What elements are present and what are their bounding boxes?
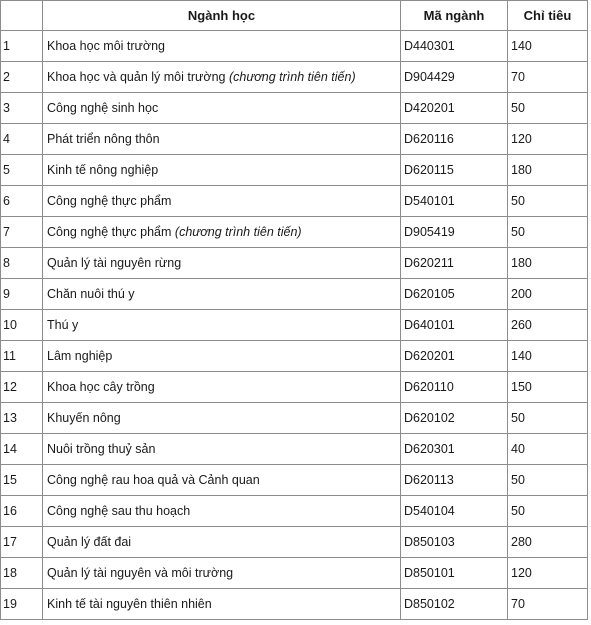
major-name-cell	[43, 124, 401, 155]
major-code: D850101	[401, 558, 508, 589]
row-number: 7	[1, 217, 43, 248]
major-code: D620110	[401, 372, 508, 403]
major-name-cell	[43, 217, 401, 248]
enrollment-quota: 200	[508, 279, 588, 310]
table-body	[1, 31, 588, 620]
row-number: 19	[1, 589, 43, 620]
row-number: 2	[1, 62, 43, 93]
row-number: 10	[1, 310, 43, 341]
major-name: Công nghệ thực phẩm	[47, 194, 172, 208]
enrollment-quota: 50	[508, 403, 588, 434]
row-number: 17	[1, 527, 43, 558]
table-row	[1, 465, 588, 496]
table-row	[1, 403, 588, 434]
program-note: (chương trình tiên tiến)	[174, 225, 302, 239]
major-code: D540101	[401, 186, 508, 217]
major-code: D904429	[401, 62, 508, 93]
header-row	[1, 1, 588, 31]
table-row	[1, 496, 588, 527]
major-name-cell	[43, 558, 401, 589]
row-number: 12	[1, 372, 43, 403]
table-row	[1, 527, 588, 558]
major-code: D440301	[401, 31, 508, 62]
row-number: 4	[1, 124, 43, 155]
major-name-cell	[43, 310, 401, 341]
row-number: 16	[1, 496, 43, 527]
major-name: Công nghệ sinh học	[47, 101, 159, 115]
major-name-cell	[43, 403, 401, 434]
major-code: D620201	[401, 341, 508, 372]
enrollment-quota: 120	[508, 558, 588, 589]
enrollment-quota: 280	[508, 527, 588, 558]
major-name-cell	[43, 93, 401, 124]
enrollment-quota: 120	[508, 124, 588, 155]
major-name: Lâm nghiệp	[47, 349, 113, 363]
major-code: D850103	[401, 527, 508, 558]
table-row	[1, 93, 588, 124]
row-number: 13	[1, 403, 43, 434]
row-number: 15	[1, 465, 43, 496]
enrollment-quota: 140	[508, 341, 588, 372]
table-row	[1, 31, 588, 62]
table-row	[1, 434, 588, 465]
major-name-cell	[43, 372, 401, 403]
row-number: 14	[1, 434, 43, 465]
header-code: Mã ngành	[401, 1, 508, 31]
row-number: 1	[1, 31, 43, 62]
table-row	[1, 310, 588, 341]
row-number: 11	[1, 341, 43, 372]
enrollment-quota: 50	[508, 465, 588, 496]
enrollment-quota: 50	[508, 186, 588, 217]
table-row	[1, 62, 588, 93]
major-code: D640101	[401, 310, 508, 341]
header-quota: Chỉ tiêu	[508, 1, 588, 31]
table-row	[1, 341, 588, 372]
major-code: D620105	[401, 279, 508, 310]
enrollment-quota: 40	[508, 434, 588, 465]
major-name: Công nghệ rau hoa quả và Cảnh quan	[47, 473, 260, 487]
row-number: 3	[1, 93, 43, 124]
major-name-cell	[43, 31, 401, 62]
major-code: D850102	[401, 589, 508, 620]
major-name-cell	[43, 465, 401, 496]
major-name: Khoa học môi trường	[47, 39, 166, 53]
enrollment-quota: 70	[508, 62, 588, 93]
major-name: Quản lý tài nguyên rừng	[47, 256, 182, 270]
major-code: D620116	[401, 124, 508, 155]
major-name-cell	[43, 186, 401, 217]
major-name: Kinh tế tài nguyên thiên nhiên	[47, 597, 212, 611]
row-number: 9	[1, 279, 43, 310]
table-row	[1, 124, 588, 155]
major-code: D620113	[401, 465, 508, 496]
major-name: Công nghệ sau thu hoạch	[47, 504, 191, 518]
table-row	[1, 558, 588, 589]
enrollment-quota: 180	[508, 248, 588, 279]
major-name-cell	[43, 248, 401, 279]
major-name: Khoa học cây trồng	[47, 380, 155, 394]
major-name: Nuôi trồng thuỷ sản	[47, 442, 156, 456]
major-name: Chăn nuôi thú y	[47, 287, 135, 301]
major-name-cell	[43, 155, 401, 186]
major-code: D540104	[401, 496, 508, 527]
header-index	[1, 1, 43, 31]
major-name-cell	[43, 279, 401, 310]
major-name: Thú y	[47, 318, 79, 332]
major-code: D420201	[401, 93, 508, 124]
major-name-cell	[43, 341, 401, 372]
enrollment-quota: 260	[508, 310, 588, 341]
enrollment-quota: 50	[508, 496, 588, 527]
enrollment-quota: 70	[508, 589, 588, 620]
major-name: Quản lý tài nguyên và môi trường	[47, 566, 234, 580]
enrollment-quota: 50	[508, 93, 588, 124]
row-number: 6	[1, 186, 43, 217]
table-row	[1, 372, 588, 403]
major-name: Quản lý đất đai	[47, 535, 132, 549]
table-row	[1, 279, 588, 310]
major-name-cell	[43, 589, 401, 620]
enrollment-quota: 140	[508, 31, 588, 62]
row-number: 5	[1, 155, 43, 186]
major-code: D620102	[401, 403, 508, 434]
major-name-cell	[43, 527, 401, 558]
enrollment-quota: 150	[508, 372, 588, 403]
program-note: (chương trình tiên tiến)	[228, 70, 356, 84]
header-major: Ngành học	[43, 1, 401, 31]
major-code: D620115	[401, 155, 508, 186]
major-name: Khuyến nông	[47, 411, 121, 425]
major-code: D620301	[401, 434, 508, 465]
table-row	[1, 155, 588, 186]
major-code: D620211	[401, 248, 508, 279]
row-number: 8	[1, 248, 43, 279]
major-name-cell	[43, 434, 401, 465]
major-name: Kinh tế nông nghiệp	[47, 163, 159, 177]
table-row	[1, 589, 588, 620]
table-row	[1, 248, 588, 279]
enrollment-quota: 180	[508, 155, 588, 186]
major-name: Công nghệ thực phẩm	[47, 225, 172, 239]
major-name: Phát triển nông thôn	[47, 132, 160, 146]
enrollment-quota: 50	[508, 217, 588, 248]
row-number: 18	[1, 558, 43, 589]
table-row	[1, 186, 588, 217]
major-name-cell	[43, 62, 401, 93]
table-row	[1, 217, 588, 248]
major-name: Khoa học và quản lý môi trường	[47, 70, 226, 84]
major-code: D905419	[401, 217, 508, 248]
major-name-cell	[43, 496, 401, 527]
